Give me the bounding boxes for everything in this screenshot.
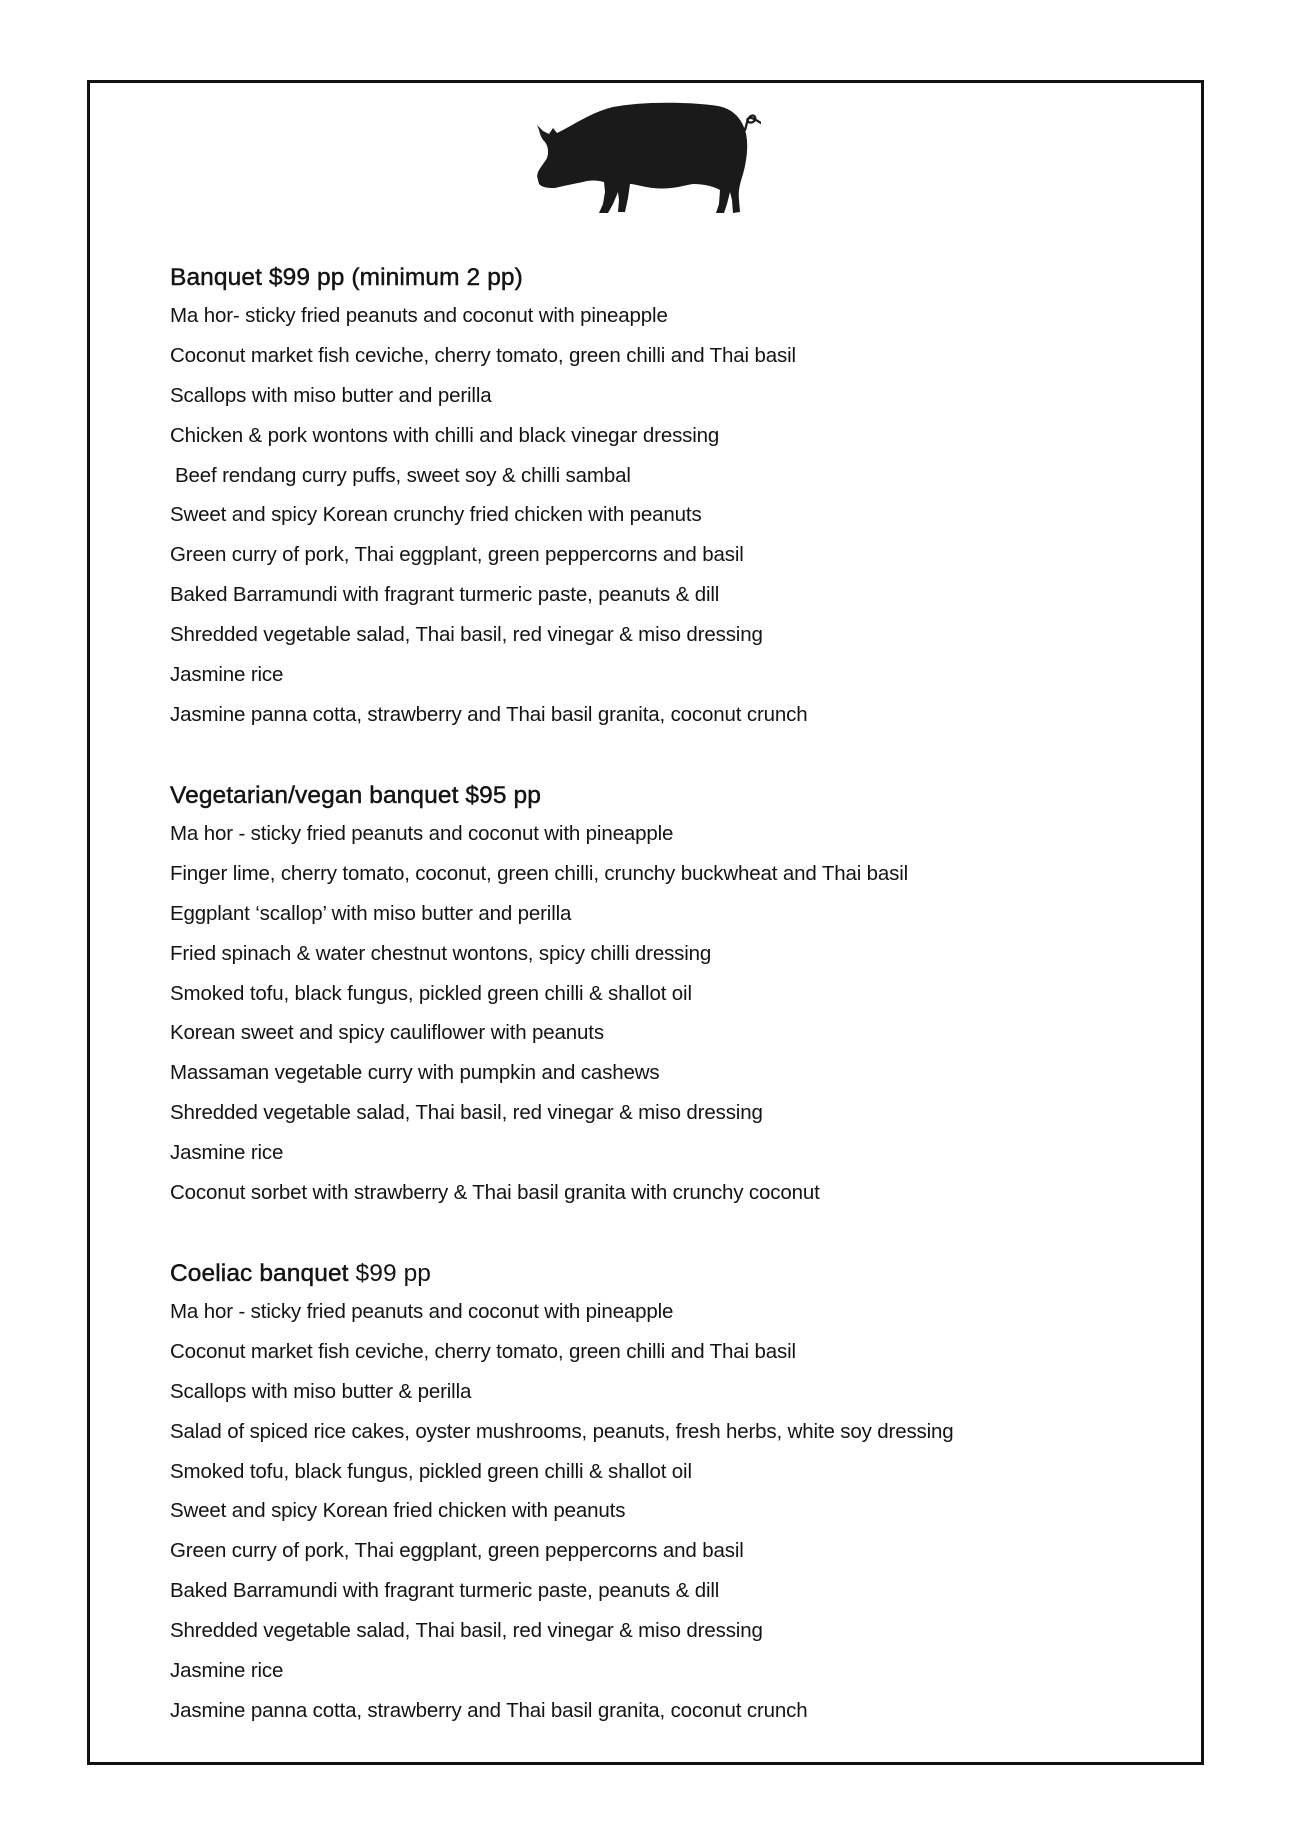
section-title: Vegetarian/vegan banquet $95 pp [170,782,541,809]
coeliac-banquet-section [170,1259,954,1731]
menu-item: Coconut market fish ceviche, cherry tomato, green chilli and Thai basil [170,343,796,367]
menu-item: Sweet and spicy Korean crunchy fried chicken with peanuts [170,503,702,527]
menu-item: Baked Barramundi with fragrant turmeric paste, peanuts & dill [170,583,720,607]
section-price: $99 pp [355,1260,432,1287]
menu-item: Jasmine rice [170,1659,284,1683]
menu-item: Smoked tofu, black fungus, pickled green chilli & shallot oil [170,1459,692,1483]
menu-item: Scallops with miso butter and perilla [170,383,492,407]
menu-item: Green curry of pork, Thai eggplant, green peppercorns and basil [170,543,744,567]
menu-item: Green curry of pork, Thai eggplant, green peppercorns and basil [170,1539,744,1563]
menu-item: Coconut market fish ceviche, cherry tomato, green chilli and Thai basil [170,1339,796,1363]
menu-item: Eggplant ‘scallop’ with miso butter and perilla [170,901,572,925]
menu-item: Salad of spiced rice cakes, oyster mushrooms, peanuts, fresh herbs, white soy dressing [170,1419,954,1443]
section-title: Coeliac banquet [170,1260,349,1287]
section-heading [170,263,808,293]
menu-item: Korean sweet and spicy cauliflower with peanuts [170,1021,604,1045]
menu-item: Coconut sorbet with strawberry & Thai basil granita with crunchy coconut [170,1181,820,1205]
menu-item: Finger lime, cherry tomato, coconut, green chilli, crunchy buckwheat and Thai basil [170,861,909,885]
menu-item: Ma hor- sticky fried peanuts and coconut with pineapple [170,304,668,327]
menu-item: Fried spinach & water chestnut wontons, spicy chilli dressing [170,941,712,965]
section-title: Banquet $99 pp (minimum 2 pp) [170,264,523,291]
menu-item: Sweet and spicy Korean fried chicken with peanuts [170,1499,626,1523]
menu-item: Beef rendang curry puffs, sweet soy & chilli sambal [175,463,631,487]
menu-item: Jasmine panna cotta, strawberry and Thai basil granita, coconut crunch [170,1698,808,1722]
menu-item: Jasmine rice [170,663,284,687]
menu-item: Jasmine panna cotta, strawberry and Thai basil granita, coconut crunch [170,702,808,726]
section-heading [170,1259,954,1289]
section-heading [170,781,908,811]
menu-item: Jasmine rice [170,1141,284,1165]
vegetarian-banquet-section [170,781,908,1213]
pig-silhouette-icon [533,100,761,216]
menu-item-list [170,296,808,735]
menu-item: Baked Barramundi with fragrant turmeric paste, peanuts & dill [170,1579,720,1603]
menu-item: Ma hor - sticky fried peanuts and coconut with pineapple [170,1300,674,1323]
banquet-section [170,263,808,735]
menu-item-list [170,814,908,1213]
menu-item: Chicken & pork wontons with chilli and black vinegar dressing [170,423,720,447]
menu-item: Smoked tofu, black fungus, pickled green chilli & shallot oil [170,981,692,1005]
menu-item: Shredded vegetable salad, Thai basil, red vinegar & miso dressing [170,1619,763,1643]
menu-item-list [170,1292,954,1731]
menu-item: Scallops with miso butter & perilla [170,1379,472,1403]
pig-body [537,103,747,213]
pig-tail [745,116,761,130]
menu-item: Ma hor - sticky fried peanuts and coconut with pineapple [170,822,674,845]
menu-item: Massaman vegetable curry with pumpkin and cashews [170,1061,660,1085]
menu-item: Shredded vegetable salad, Thai basil, red vinegar & miso dressing [170,1101,763,1125]
menu-item: Shredded vegetable salad, Thai basil, red vinegar & miso dressing [170,623,763,647]
